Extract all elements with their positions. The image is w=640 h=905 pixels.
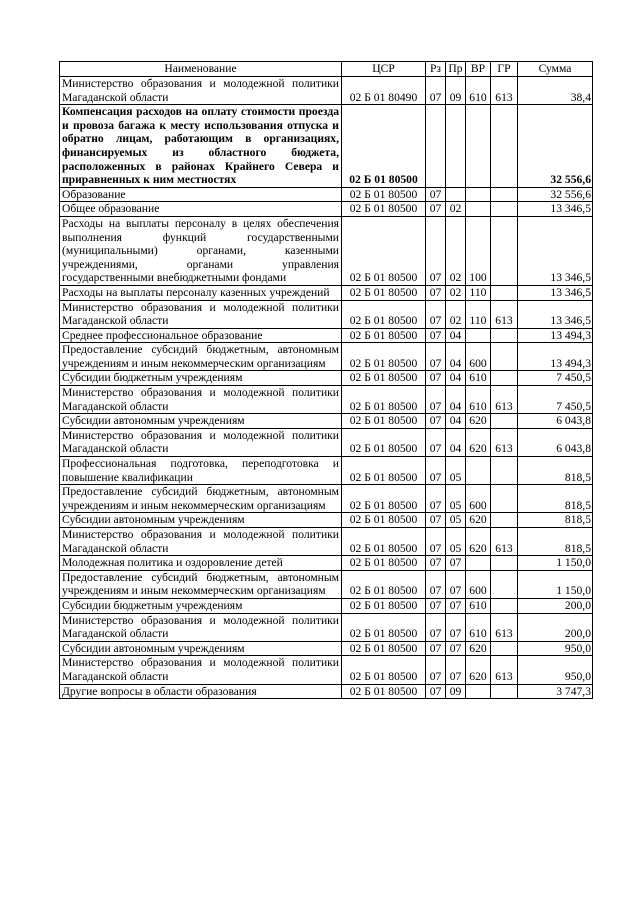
cell-sum: 200,0 xyxy=(518,598,593,613)
cell-vr: 620 xyxy=(466,656,491,684)
cell-sum: 1 150,0 xyxy=(518,570,593,598)
cell-gr xyxy=(491,187,518,202)
cell-rz: 07 xyxy=(426,300,446,328)
table-row xyxy=(60,485,593,513)
cell-vr: 110 xyxy=(466,300,491,328)
cell-rz: 07 xyxy=(426,371,446,386)
cell-csr: 02 Б 01 80490 xyxy=(342,77,426,105)
cell-name: Субсидии бюджетным учреждениям xyxy=(60,371,342,386)
cell-sum: 13 494,3 xyxy=(518,328,593,343)
cell-vr: 600 xyxy=(466,485,491,513)
cell-csr: 02 Б 01 80500 xyxy=(342,684,426,699)
cell-rz: 07 xyxy=(426,528,446,556)
cell-rz: 07 xyxy=(426,485,446,513)
cell-rz: 07 xyxy=(426,386,446,414)
cell-csr: 02 Б 01 80500 xyxy=(342,386,426,414)
cell-rz: 07 xyxy=(426,428,446,456)
cell-name: Министерство образования и молодежной политики Магаданской области xyxy=(60,300,342,328)
cell-name: Другие вопросы в области образования xyxy=(60,684,342,699)
cell-gr: 613 xyxy=(491,656,518,684)
cell-pr: 05 xyxy=(446,457,466,485)
cell-sum: 3 747,3 xyxy=(518,684,593,699)
table-row xyxy=(60,187,593,202)
cell-vr: 620 xyxy=(466,528,491,556)
cell-gr: 613 xyxy=(491,386,518,414)
cell-pr: 09 xyxy=(446,684,466,699)
cell-sum: 32 556,6 xyxy=(518,105,593,188)
table-row xyxy=(60,598,593,613)
cell-name: Субсидии автономным учреждениям xyxy=(60,414,342,429)
cell-sum: 6 043,8 xyxy=(518,428,593,456)
cell-csr: 02 Б 01 80500 xyxy=(342,513,426,528)
cell-sum: 13 346,5 xyxy=(518,216,593,285)
cell-sum: 7 450,5 xyxy=(518,371,593,386)
cell-pr: 07 xyxy=(446,613,466,641)
cell-rz: 07 xyxy=(426,656,446,684)
header-rz: Рз xyxy=(426,62,446,77)
table-row xyxy=(60,105,593,188)
cell-csr: 02 Б 01 80500 xyxy=(342,457,426,485)
table-row xyxy=(60,570,593,598)
table-row xyxy=(60,77,593,105)
cell-sum: 38,4 xyxy=(518,77,593,105)
table-row xyxy=(60,202,593,217)
cell-csr: 02 Б 01 80500 xyxy=(342,641,426,656)
cell-vr xyxy=(466,105,491,188)
cell-gr xyxy=(491,202,518,217)
cell-vr: 610 xyxy=(466,598,491,613)
cell-csr: 02 Б 01 80500 xyxy=(342,570,426,598)
cell-csr: 02 Б 01 80500 xyxy=(342,528,426,556)
cell-name: Субсидии автономным учреждениям xyxy=(60,513,342,528)
cell-name: Молодежная политика и оздоровление детей xyxy=(60,556,342,571)
cell-name: Расходы на выплаты персоналу казенных учреждений xyxy=(60,285,342,300)
cell-sum: 818,5 xyxy=(518,528,593,556)
cell-sum: 13 346,5 xyxy=(518,285,593,300)
table-row xyxy=(60,641,593,656)
cell-vr: 100 xyxy=(466,216,491,285)
cell-pr: 04 xyxy=(446,328,466,343)
cell-gr xyxy=(491,371,518,386)
cell-pr: 02 xyxy=(446,300,466,328)
cell-sum: 13 346,5 xyxy=(518,202,593,217)
cell-pr: 04 xyxy=(446,386,466,414)
cell-name: Предоставление субсидий бюджетным, автономным учреждениям и иным некоммерческим организациям xyxy=(60,570,342,598)
cell-name: Министерство образования и молодежной политики Магаданской области xyxy=(60,386,342,414)
cell-csr: 02 Б 01 80500 xyxy=(342,428,426,456)
table-row xyxy=(60,513,593,528)
table-header-row xyxy=(60,62,593,77)
cell-pr: 07 xyxy=(446,641,466,656)
cell-gr xyxy=(491,684,518,699)
cell-gr: 613 xyxy=(491,613,518,641)
cell-name: Министерство образования и молодежной политики Магаданской области xyxy=(60,528,342,556)
cell-vr xyxy=(466,556,491,571)
cell-name: Министерство образования и молодежной политики Магаданской области xyxy=(60,77,342,105)
cell-gr xyxy=(491,513,518,528)
cell-gr xyxy=(491,343,518,371)
cell-sum: 6 043,8 xyxy=(518,414,593,429)
cell-csr: 02 Б 01 80500 xyxy=(342,485,426,513)
cell-sum: 818,5 xyxy=(518,485,593,513)
cell-pr: 02 xyxy=(446,202,466,217)
header-csr: ЦСР xyxy=(342,62,426,77)
cell-gr xyxy=(491,216,518,285)
cell-name: Расходы на выплаты персоналу в целях обеспечения выполнения функций государственными (муниципальными) органами, казенными учреждениями, органами управления государственными внебюджетными фондами xyxy=(60,216,342,285)
header-gr: ГР xyxy=(491,62,518,77)
cell-rz: 07 xyxy=(426,328,446,343)
cell-gr xyxy=(491,570,518,598)
cell-vr: 610 xyxy=(466,386,491,414)
cell-gr xyxy=(491,598,518,613)
cell-sum: 950,0 xyxy=(518,656,593,684)
cell-gr: 613 xyxy=(491,77,518,105)
table-row xyxy=(60,457,593,485)
cell-name: Предоставление субсидий бюджетным, автономным учреждениям и иным некоммерческим организациям xyxy=(60,485,342,513)
table-row xyxy=(60,428,593,456)
cell-rz: 07 xyxy=(426,613,446,641)
cell-pr: 07 xyxy=(446,556,466,571)
cell-sum: 13 494,3 xyxy=(518,343,593,371)
cell-pr: 02 xyxy=(446,216,466,285)
table-row xyxy=(60,556,593,571)
cell-vr xyxy=(466,328,491,343)
table-row xyxy=(60,414,593,429)
cell-sum: 7 450,5 xyxy=(518,386,593,414)
table-row xyxy=(60,216,593,285)
cell-csr: 02 Б 01 80500 xyxy=(342,216,426,285)
cell-name: Компенсация расходов на оплату стоимости проезда и провоза багажа к месту использования отпуска и обратно лицам, работающим в организациях, финансируемых из областного бюджета, расположенных в районах Крайнего Севера и приравненных к ним местностях xyxy=(60,105,342,188)
table-row xyxy=(60,371,593,386)
cell-pr: 04 xyxy=(446,414,466,429)
cell-name: Среднее профессиональное образование xyxy=(60,328,342,343)
cell-rz: 07 xyxy=(426,414,446,429)
cell-rz: 07 xyxy=(426,684,446,699)
header-pr: Пр xyxy=(446,62,466,77)
cell-vr: 610 xyxy=(466,613,491,641)
cell-gr xyxy=(491,556,518,571)
table-row xyxy=(60,285,593,300)
cell-sum: 13 346,5 xyxy=(518,300,593,328)
cell-pr: 02 xyxy=(446,285,466,300)
cell-gr xyxy=(491,105,518,188)
cell-pr: 05 xyxy=(446,513,466,528)
cell-sum: 818,5 xyxy=(518,457,593,485)
cell-gr: 613 xyxy=(491,300,518,328)
cell-name: Министерство образования и молодежной политики Магаданской области xyxy=(60,428,342,456)
cell-pr: 07 xyxy=(446,656,466,684)
cell-vr: 620 xyxy=(466,641,491,656)
cell-rz: 07 xyxy=(426,570,446,598)
cell-name: Министерство образования и молодежной политики Магаданской области xyxy=(60,656,342,684)
cell-rz: 07 xyxy=(426,598,446,613)
header-vr: ВР xyxy=(466,62,491,77)
cell-csr: 02 Б 01 80500 xyxy=(342,371,426,386)
cell-name: Образование xyxy=(60,187,342,202)
cell-gr xyxy=(491,485,518,513)
cell-rz: 07 xyxy=(426,457,446,485)
table-row xyxy=(60,386,593,414)
cell-csr: 02 Б 01 80500 xyxy=(342,328,426,343)
cell-rz: 07 xyxy=(426,187,446,202)
header-sum: Сумма xyxy=(518,62,593,77)
cell-vr: 620 xyxy=(466,513,491,528)
cell-gr: 613 xyxy=(491,428,518,456)
cell-csr: 02 Б 01 80500 xyxy=(342,598,426,613)
table-row xyxy=(60,684,593,699)
cell-csr: 02 Б 01 80500 xyxy=(342,202,426,217)
budget-table xyxy=(59,61,593,699)
cell-name: Предоставление субсидий бюджетным, автономным учреждениям и иным некоммерческим организациям xyxy=(60,343,342,371)
cell-pr: 04 xyxy=(446,343,466,371)
cell-pr: 05 xyxy=(446,528,466,556)
cell-gr xyxy=(491,641,518,656)
cell-vr: 610 xyxy=(466,371,491,386)
cell-pr: 04 xyxy=(446,371,466,386)
cell-csr: 02 Б 01 80500 xyxy=(342,285,426,300)
cell-vr: 110 xyxy=(466,285,491,300)
cell-sum: 818,5 xyxy=(518,513,593,528)
cell-vr xyxy=(466,684,491,699)
cell-rz: 07 xyxy=(426,216,446,285)
cell-name: Профессиональная подготовка, переподготовка и повышение квалификации xyxy=(60,457,342,485)
table-row xyxy=(60,328,593,343)
cell-vr xyxy=(466,457,491,485)
cell-csr: 02 Б 01 80500 xyxy=(342,343,426,371)
cell-pr: 04 xyxy=(446,428,466,456)
cell-vr xyxy=(466,187,491,202)
cell-name: Субсидии бюджетным учреждениям xyxy=(60,598,342,613)
cell-vr xyxy=(466,202,491,217)
cell-gr xyxy=(491,328,518,343)
cell-sum: 1 150,0 xyxy=(518,556,593,571)
cell-rz: 07 xyxy=(426,202,446,217)
cell-rz: 07 xyxy=(426,285,446,300)
cell-pr xyxy=(446,187,466,202)
table-row xyxy=(60,300,593,328)
cell-csr: 02 Б 01 80500 xyxy=(342,105,426,188)
cell-pr: 07 xyxy=(446,598,466,613)
table-row xyxy=(60,656,593,684)
cell-pr: 05 xyxy=(446,485,466,513)
cell-sum: 32 556,6 xyxy=(518,187,593,202)
cell-gr xyxy=(491,414,518,429)
cell-gr xyxy=(491,285,518,300)
cell-vr: 620 xyxy=(466,428,491,456)
cell-vr: 600 xyxy=(466,343,491,371)
cell-pr: 07 xyxy=(446,570,466,598)
table-row xyxy=(60,613,593,641)
cell-pr: 09 xyxy=(446,77,466,105)
header-name: Наименование xyxy=(60,62,342,77)
cell-csr: 02 Б 01 80500 xyxy=(342,656,426,684)
cell-pr xyxy=(446,105,466,188)
cell-rz: 07 xyxy=(426,556,446,571)
table-row xyxy=(60,528,593,556)
cell-csr: 02 Б 01 80500 xyxy=(342,613,426,641)
cell-name: Общее образование xyxy=(60,202,342,217)
cell-csr: 02 Б 01 80500 xyxy=(342,414,426,429)
table-row xyxy=(60,343,593,371)
cell-vr: 610 xyxy=(466,77,491,105)
cell-name: Министерство образования и молодежной политики Магаданской области xyxy=(60,613,342,641)
cell-name: Субсидии автономным учреждениям xyxy=(60,641,342,656)
cell-rz xyxy=(426,105,446,188)
cell-rz: 07 xyxy=(426,513,446,528)
cell-csr: 02 Б 01 80500 xyxy=(342,300,426,328)
cell-vr: 620 xyxy=(466,414,491,429)
cell-rz: 07 xyxy=(426,641,446,656)
cell-csr: 02 Б 01 80500 xyxy=(342,556,426,571)
cell-rz: 07 xyxy=(426,77,446,105)
cell-sum: 200,0 xyxy=(518,613,593,641)
cell-gr xyxy=(491,457,518,485)
cell-sum: 950,0 xyxy=(518,641,593,656)
cell-gr: 613 xyxy=(491,528,518,556)
cell-rz: 07 xyxy=(426,343,446,371)
cell-vr: 600 xyxy=(466,570,491,598)
cell-csr: 02 Б 01 80500 xyxy=(342,187,426,202)
